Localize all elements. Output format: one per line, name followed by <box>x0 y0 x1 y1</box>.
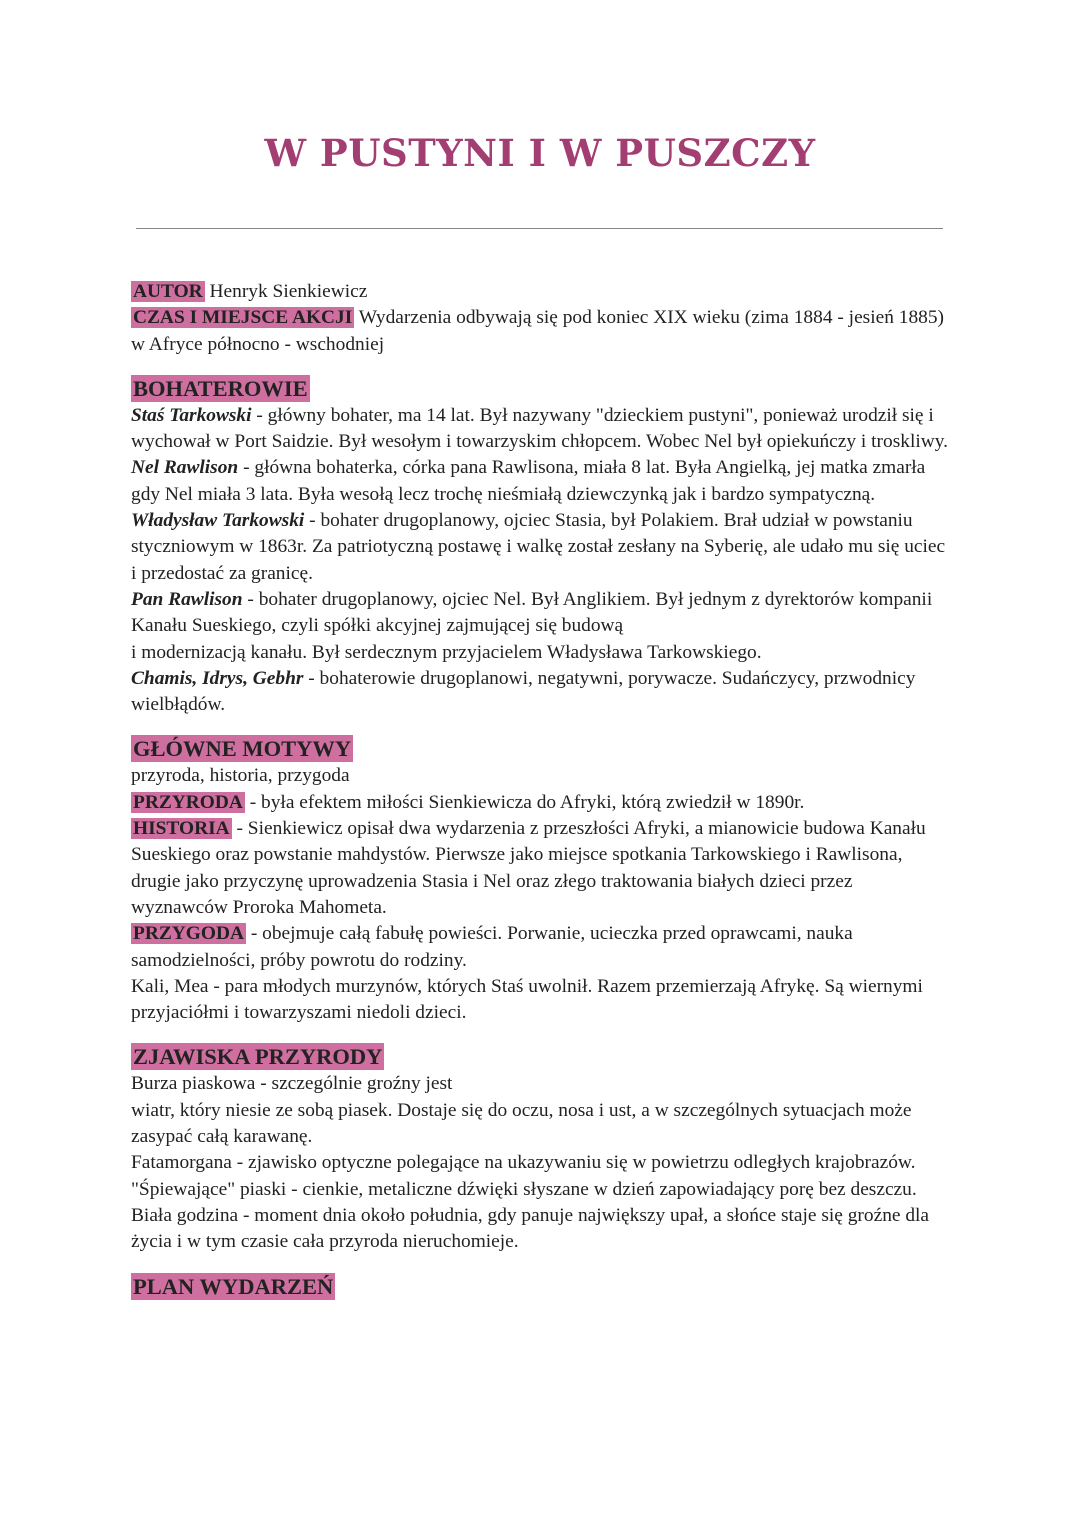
plan-heading-text: PLAN WYDARZEŃ <box>133 1273 334 1299</box>
character-entry-continuation: i modernizacją kanału. Był serdecznym przyjacielem Władysława Tarkowskiego. <box>131 641 762 663</box>
motyw-historia <box>131 816 953 921</box>
motywy-intro: przyroda, historia, przygoda <box>131 765 350 787</box>
przygoda-label: PRZYGODA <box>133 923 244 945</box>
historia-label: HISTORIA <box>133 818 230 840</box>
zjawiska-heading-text: ZJAWISKA PRZYRODY <box>133 1044 383 1070</box>
character-entry <box>131 508 953 587</box>
character-description: - główna bohaterka, córka pana Rawlisona, miała 8 lat. Była Angielką, jej matka zmarła gdy Nel miała 3 lata. Była wesołą lecz trochę nieśmiałą dziewczynką jak i bardzo sympatyczną. <box>131 457 926 505</box>
czas-label: CZAS I MIEJSCE AKCJI <box>133 307 353 329</box>
zjawisko-line: Fatamorgana - zjawisko optyczne polegające na ukazywaniu się w powietrzu odległych krajobrazów. <box>131 1152 916 1174</box>
section-heading-zjawiska <box>131 1043 953 1071</box>
bohaterowie-heading-text: BOHATEROWIE <box>133 375 308 401</box>
zjawisko-line: "Śpiewające" piaski - cienkie, metaliczne dźwięki słyszane w dzień zapowiadający porę bez deszczu. <box>131 1178 917 1200</box>
character-name: Pan Rawlison <box>131 588 243 610</box>
przyroda-label: PRZYRODA <box>133 791 243 813</box>
document-body <box>131 279 953 1301</box>
motywy-heading-text: GŁÓWNE MOTYWY <box>133 736 352 762</box>
motyw-przygoda <box>131 921 953 974</box>
character-name: Staś Tarkowski <box>131 404 252 426</box>
character-description: - bohater drugoplanowy, ojciec Nel. Był Anglikiem. Był jednym z dyrektorów kompanii Kanału Sueskiego, czyli spółki akcyjnej zajmującej się budową <box>131 588 933 637</box>
autor-value: Henryk Sienkiewicz <box>204 281 368 302</box>
title-divider <box>136 228 943 229</box>
character-description: - bohater drugoplanowy, ojciec Stasia, był Polakiem. Brał udział w powstaniu styczniowym w 1863r. Za patriotyczną postawę i walkę został zesłany na Syberię, ale udało mu się uciec i przedostać za granicę. <box>131 510 946 584</box>
przyroda-text: - była efektem miłości Sienkiewicza do Afryki, którą zwiedził w 1890r. <box>244 791 805 813</box>
character-description: - główny bohater, ma 14 lat. Był nazywany "dzieckiem pustyni", ponieważ urodził się i wychował w Port Saidzie. Był wesołym i towarzyskim chłopcem. Wobec Nel był opiekuńczy i troskliwy. <box>131 404 948 453</box>
character-description: - bohaterowie drugoplanowi, negatywni, porywacze. Sudańczycy, przwodnicy wielbłądów. <box>131 667 916 716</box>
zjawisko-line: Biała godzina - moment dnia około południa, gdy panuje największy upał, a słońce staje się groźne dla życia i w tym czasie cała przyroda nieruchomieje. <box>131 1204 930 1253</box>
character-entry <box>131 587 953 640</box>
przygoda-text: - obejmuje całą fabułę powieści. Porwanie, ucieczka przed oprawcami, nauka samodzielności, próby powrotu do rodziny. <box>131 923 853 971</box>
character-name: Władysław Tarkowski <box>131 510 305 532</box>
kali-mea-paragraph: Kali, Mea - para młodych murzynów, których Staś uwolnił. Razem przemierzają Afrykę. Są wiernymi przyjaciółmi i towarzyszami niedoli dzieci. <box>131 975 923 1024</box>
czas-line <box>131 305 953 358</box>
character-entry <box>131 403 953 456</box>
zjawisko-line: Burza piaskowa - szczególnie groźny jest <box>131 1073 453 1095</box>
character-entry <box>131 666 953 719</box>
autor-label: AUTOR <box>133 281 203 302</box>
character-name: Chamis, Idrys, Gebhr <box>131 667 304 689</box>
historia-text: - Sienkiewicz opisał dwa wydarzenia z przeszłości Afryki, a mianowicie budowa Kanału Sueskiego oraz powstanie mahdystów. Pierwsze jako miejsce spotkania Tarkowskiego i Rawlisona, drugie jako przyczynę uprowadzenia Stasia i Nel oraz złego traktowania białych dzieci przez wyznawców Proroka Mahometa. <box>131 818 926 918</box>
zjawisko-line: wiatr, który niesie ze sobą piasek. Dostaje się do oczu, nosa i ust, a w szczególnych sytuacjach może zasypać całą karawanę. <box>131 1099 912 1148</box>
document-title: W PUSTYNI I W PUSZCZY <box>264 131 816 175</box>
section-heading-bohaterowie <box>131 375 953 403</box>
motyw-przyroda <box>131 790 953 816</box>
character-name: Nel Rawlison <box>131 457 239 479</box>
czas-value: Wydarzenia odbywają się pod koniec XIX wieku (zima 1884 - jesień 1885) w Afryce północno - wschodniej <box>131 307 944 355</box>
section-heading-plan <box>131 1273 953 1301</box>
autor-line <box>131 279 953 305</box>
character-entry <box>131 455 953 508</box>
section-heading-motywy <box>131 735 953 763</box>
